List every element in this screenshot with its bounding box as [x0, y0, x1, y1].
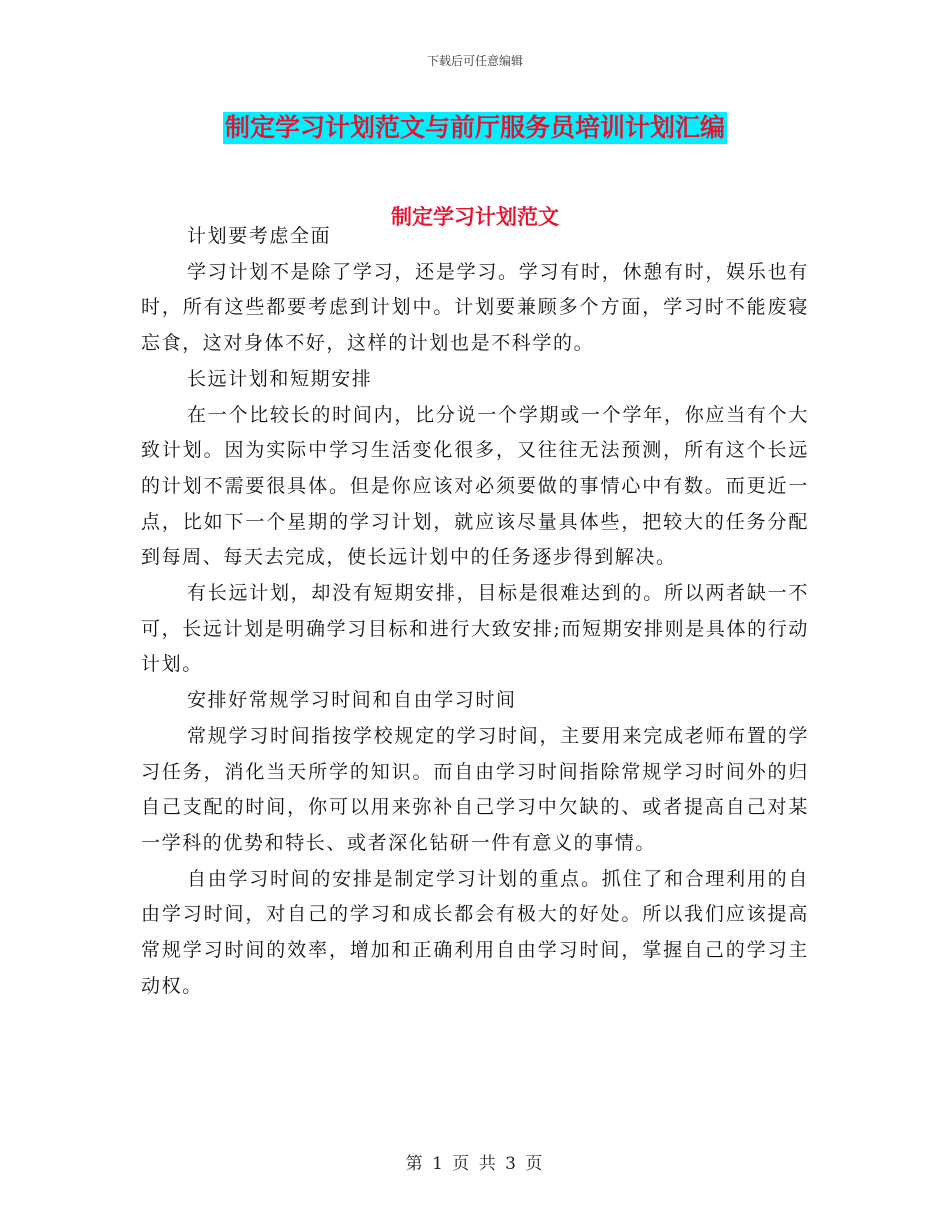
header-note: 下载后可任意编辑: [426, 54, 523, 68]
document-title: [0, 112, 950, 144]
paragraph: 有长远计划，却没有短期安排，目标是很难达到的。所以两者缺一不可，长远计划是明确学习目标和进行大致安排;而短期安排则是具体的行动计划。: [141, 582, 809, 676]
section-title: 制定学习计划范文: [391, 205, 559, 229]
document-title-text: 制定学习计划范文与前厅服务员培训计划汇编: [224, 113, 725, 142]
paragraph: 计划要考虑全面: [187, 225, 332, 247]
document-body: [141, 219, 809, 1004]
paragraph: 安排好常规学习时间和自由学习时间: [187, 689, 517, 712]
paragraph: 自由学习时间的安排是制定学习计划的重点。抓住了和合理利用的自由学习时间，对自己的学习和成长都会有极大的好处。所以我们应该提高常规学习时间的效率，增加和正确利用自由学习时间，掌握自己的学习主动权。: [141, 867, 809, 997]
paragraph: 学习计划不是除了学习，还是学习。学习有时，休憩有时，娱乐也有时，所有这些都要考虑到计划中。计划要兼顾多个方面，学习时不能废寝忘食，这对身体不好，这样的计划也是不科学的。: [141, 260, 809, 355]
page-number-footer: 第 1 页 共 3 页: [405, 1154, 545, 1174]
paragraph: 长远计划和短期安排: [187, 367, 373, 390]
paragraph: 在一个比较长的时间内，比分说一个学期或一个学年，你应当有个大致计划。因为实际中学习生活变化很多，又往往无法预测，所有这个长远的计划不需要很具体。但是你应该对必须要做的事情心中有数。而更近一点，比如下一个星期的学习计划，就应该尽量具体些，把较大的任务分配到每周、每天去完成，使长远计划中的任务逐步得到解决。: [141, 403, 809, 569]
paragraph: 常规学习时间指按学校规定的学习时间，主要用来完成老师布置的学习任务，消化当天所学的知识。而自由学习时间指除常规学习时间外的归自己支配的时间，你可以用来弥补自己学习中欠缺的、或者提高自己对某一学科的优势和特长、或者深化钻研一件有意义的事情。: [141, 724, 809, 854]
